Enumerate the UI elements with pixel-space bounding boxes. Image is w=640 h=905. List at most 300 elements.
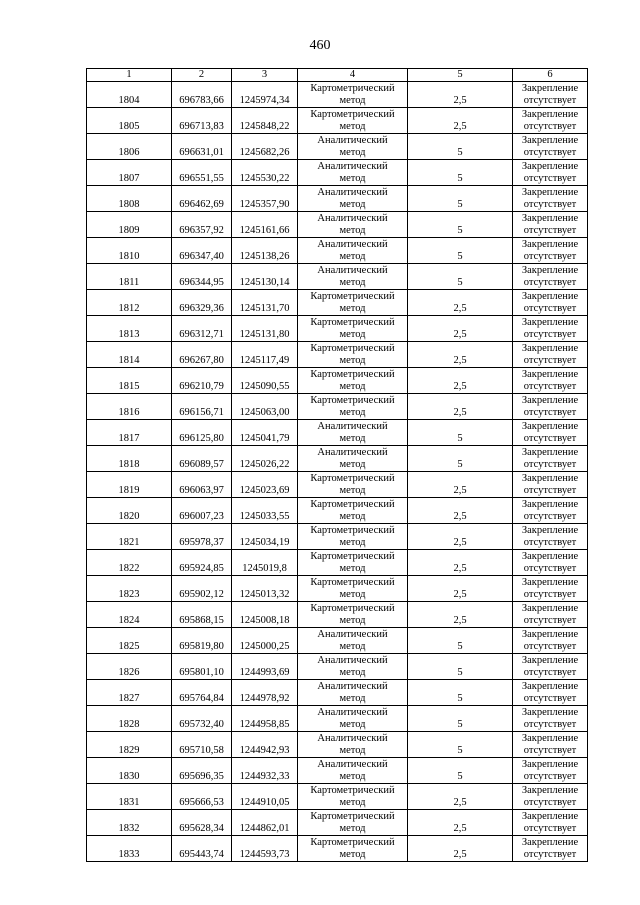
method-cell-line: метод bbox=[339, 718, 366, 730]
fixation-cell-line: отсутствует bbox=[523, 822, 577, 834]
method-cell-line: метод bbox=[339, 614, 366, 626]
x-coordinate-cell: 696063,97 bbox=[172, 472, 232, 498]
x-coordinate-cell: 696089,57 bbox=[172, 446, 232, 472]
fixation-cell bbox=[513, 628, 588, 654]
fixation-cell bbox=[513, 524, 588, 550]
fixation-cell bbox=[513, 82, 588, 108]
accuracy-cell: 5 bbox=[408, 732, 513, 758]
table-row bbox=[87, 654, 588, 680]
y-coordinate-cell: 1244593,73 bbox=[232, 836, 298, 862]
table-row bbox=[87, 576, 588, 602]
fixation-cell-line: отсутствует bbox=[523, 562, 577, 574]
method-cell-line: метод bbox=[339, 588, 366, 600]
fixation-cell-line: Закрепление bbox=[521, 629, 579, 640]
fixation-cell-line: отсутствует bbox=[523, 276, 577, 288]
method-cell bbox=[298, 576, 408, 602]
method-cell-line: метод bbox=[339, 536, 366, 548]
fixation-cell bbox=[513, 446, 588, 472]
x-coordinate-cell: 696125,80 bbox=[172, 420, 232, 446]
y-coordinate-cell: 1245041,79 bbox=[232, 420, 298, 446]
fixation-cell-line: Закрепление bbox=[521, 421, 579, 432]
table-row bbox=[87, 238, 588, 264]
fixation-cell bbox=[513, 420, 588, 446]
fixation-cell-line: Закрепление bbox=[521, 343, 579, 354]
y-coordinate-cell: 1245000,25 bbox=[232, 628, 298, 654]
fixation-cell-line: отсутствует bbox=[523, 484, 577, 496]
method-cell bbox=[298, 134, 408, 160]
fixation-cell-line: отсутствует bbox=[523, 848, 577, 860]
fixation-cell-line: Закрепление bbox=[521, 447, 579, 458]
fixation-cell-line: отсутствует bbox=[523, 718, 577, 730]
method-cell bbox=[298, 82, 408, 108]
fixation-cell bbox=[513, 680, 588, 706]
method-cell bbox=[298, 472, 408, 498]
table-row bbox=[87, 810, 588, 836]
method-cell-line: Картометрический bbox=[310, 395, 395, 406]
point-number-cell: 1814 bbox=[87, 342, 172, 368]
fixation-cell bbox=[513, 810, 588, 836]
method-cell bbox=[298, 758, 408, 784]
table-row bbox=[87, 498, 588, 524]
accuracy-cell: 5 bbox=[408, 238, 513, 264]
table-row bbox=[87, 290, 588, 316]
point-number-cell: 1812 bbox=[87, 290, 172, 316]
x-coordinate-cell: 696551,55 bbox=[172, 160, 232, 186]
method-cell-line: Картометрический bbox=[310, 109, 395, 120]
method-cell-line: метод bbox=[339, 510, 366, 522]
y-coordinate-cell: 1245131,80 bbox=[232, 316, 298, 342]
table-row bbox=[87, 524, 588, 550]
accuracy-cell: 2,5 bbox=[408, 368, 513, 394]
fixation-cell-line: отсутствует bbox=[523, 328, 577, 340]
method-cell-line: Аналитический bbox=[317, 759, 388, 770]
x-coordinate-cell: 695902,12 bbox=[172, 576, 232, 602]
fixation-cell-line: отсутствует bbox=[523, 796, 577, 808]
table-row bbox=[87, 394, 588, 420]
point-number-cell: 1824 bbox=[87, 602, 172, 628]
point-number-cell: 1829 bbox=[87, 732, 172, 758]
fixation-cell-line: отсутствует bbox=[523, 354, 577, 366]
y-coordinate-cell: 1245090,55 bbox=[232, 368, 298, 394]
fixation-cell-line: отсутствует bbox=[523, 302, 577, 314]
method-cell-line: Картометрический bbox=[310, 811, 395, 822]
fixation-cell bbox=[513, 472, 588, 498]
fixation-cell bbox=[513, 134, 588, 160]
fixation-cell-line: Закрепление bbox=[521, 525, 579, 536]
method-cell-line: Аналитический bbox=[317, 265, 388, 276]
fixation-cell-line: отсутствует bbox=[523, 614, 577, 626]
method-cell-line: метод bbox=[339, 796, 366, 808]
x-coordinate-cell: 695710,58 bbox=[172, 732, 232, 758]
method-cell-line: Аналитический bbox=[317, 655, 388, 666]
fixation-cell bbox=[513, 654, 588, 680]
point-number-cell: 1820 bbox=[87, 498, 172, 524]
fixation-cell-line: отсутствует bbox=[523, 172, 577, 184]
fixation-cell-line: отсутствует bbox=[523, 588, 577, 600]
method-cell bbox=[298, 108, 408, 134]
method-cell-line: Аналитический bbox=[317, 161, 388, 172]
accuracy-cell: 5 bbox=[408, 446, 513, 472]
fixation-cell-line: отсутствует bbox=[523, 250, 577, 262]
method-cell-line: метод bbox=[339, 172, 366, 184]
y-coordinate-cell: 1245026,22 bbox=[232, 446, 298, 472]
y-coordinate-cell: 1245138,26 bbox=[232, 238, 298, 264]
accuracy-cell: 5 bbox=[408, 758, 513, 784]
x-coordinate-cell: 696357,92 bbox=[172, 212, 232, 238]
method-cell-line: метод bbox=[339, 276, 366, 288]
column-header: 3 bbox=[232, 69, 298, 82]
fixation-cell-line: отсутствует bbox=[523, 120, 577, 132]
x-coordinate-cell: 696347,40 bbox=[172, 238, 232, 264]
method-cell bbox=[298, 186, 408, 212]
method-cell-line: Картометрический bbox=[310, 577, 395, 588]
x-coordinate-cell: 695696,35 bbox=[172, 758, 232, 784]
method-cell-line: метод bbox=[339, 328, 366, 340]
point-number-cell: 1822 bbox=[87, 550, 172, 576]
fixation-cell-line: отсутствует bbox=[523, 770, 577, 782]
method-cell bbox=[298, 836, 408, 862]
method-cell-line: Картометрический bbox=[310, 525, 395, 536]
fixation-cell-line: Закрепление bbox=[521, 395, 579, 406]
fixation-cell-line: Закрепление bbox=[521, 369, 579, 380]
fixation-cell bbox=[513, 394, 588, 420]
fixation-cell-line: отсутствует bbox=[523, 692, 577, 704]
method-cell bbox=[298, 446, 408, 472]
point-number-cell: 1815 bbox=[87, 368, 172, 394]
column-header: 2 bbox=[172, 69, 232, 82]
fixation-cell-line: отсутствует bbox=[523, 536, 577, 548]
method-cell-line: метод bbox=[339, 848, 366, 860]
table-row bbox=[87, 706, 588, 732]
method-cell-line: метод bbox=[339, 354, 366, 366]
point-number-cell: 1818 bbox=[87, 446, 172, 472]
point-number-cell: 1806 bbox=[87, 134, 172, 160]
point-number-cell: 1828 bbox=[87, 706, 172, 732]
table-row bbox=[87, 446, 588, 472]
fixation-cell bbox=[513, 498, 588, 524]
accuracy-cell: 2,5 bbox=[408, 316, 513, 342]
fixation-cell bbox=[513, 290, 588, 316]
method-cell bbox=[298, 550, 408, 576]
method-cell-line: Аналитический bbox=[317, 135, 388, 146]
accuracy-cell: 5 bbox=[408, 212, 513, 238]
y-coordinate-cell: 1244958,85 bbox=[232, 706, 298, 732]
method-cell-line: метод bbox=[339, 432, 366, 444]
x-coordinate-cell: 695819,80 bbox=[172, 628, 232, 654]
method-cell-line: метод bbox=[339, 250, 366, 262]
method-cell-line: Аналитический bbox=[317, 447, 388, 458]
method-cell-line: Картометрический bbox=[310, 499, 395, 510]
method-cell bbox=[298, 160, 408, 186]
point-number-cell: 1817 bbox=[87, 420, 172, 446]
method-cell-line: Аналитический bbox=[317, 239, 388, 250]
accuracy-cell: 2,5 bbox=[408, 602, 513, 628]
accuracy-cell: 2,5 bbox=[408, 550, 513, 576]
y-coordinate-cell: 1244910,05 bbox=[232, 784, 298, 810]
fixation-cell-line: Закрепление bbox=[521, 291, 579, 302]
method-cell-line: Картометрический bbox=[310, 473, 395, 484]
point-number-cell: 1819 bbox=[87, 472, 172, 498]
fixation-cell-line: Закрепление bbox=[521, 577, 579, 588]
fixation-cell-line: Закрепление bbox=[521, 785, 579, 796]
x-coordinate-cell: 696210,79 bbox=[172, 368, 232, 394]
y-coordinate-cell: 1245034,19 bbox=[232, 524, 298, 550]
fixation-cell-line: отсутствует bbox=[523, 380, 577, 392]
page-number: 460 bbox=[309, 38, 331, 53]
accuracy-cell: 5 bbox=[408, 706, 513, 732]
fixation-cell-line: отсутствует bbox=[523, 94, 577, 106]
table-row bbox=[87, 82, 588, 108]
method-cell-line: Аналитический bbox=[317, 707, 388, 718]
method-cell bbox=[298, 810, 408, 836]
fixation-cell-line: отсутствует bbox=[523, 640, 577, 652]
fixation-cell-line: отсутствует bbox=[523, 224, 577, 236]
fixation-cell-line: Закрепление bbox=[521, 759, 579, 770]
fixation-cell-line: Закрепление bbox=[521, 109, 579, 120]
method-cell bbox=[298, 264, 408, 290]
method-cell-line: Картометрический bbox=[310, 83, 395, 94]
table-row bbox=[87, 108, 588, 134]
point-number-cell: 1813 bbox=[87, 316, 172, 342]
table-row bbox=[87, 680, 588, 706]
y-coordinate-cell: 1245682,26 bbox=[232, 134, 298, 160]
accuracy-cell: 2,5 bbox=[408, 498, 513, 524]
x-coordinate-cell: 696713,83 bbox=[172, 108, 232, 134]
x-coordinate-cell: 695801,10 bbox=[172, 654, 232, 680]
y-coordinate-cell: 1245117,49 bbox=[232, 342, 298, 368]
point-number-cell: 1823 bbox=[87, 576, 172, 602]
table-row bbox=[87, 420, 588, 446]
accuracy-cell: 5 bbox=[408, 420, 513, 446]
fixation-cell-line: отсутствует bbox=[523, 744, 577, 756]
y-coordinate-cell: 1245161,66 bbox=[232, 212, 298, 238]
fixation-cell-line: Закрепление bbox=[521, 239, 579, 250]
accuracy-cell: 2,5 bbox=[408, 576, 513, 602]
column-header: 1 bbox=[87, 69, 172, 82]
y-coordinate-cell: 1244978,92 bbox=[232, 680, 298, 706]
fixation-cell-line: Закрепление bbox=[521, 213, 579, 224]
column-header: 5 bbox=[408, 69, 513, 82]
y-coordinate-cell: 1245013,32 bbox=[232, 576, 298, 602]
method-cell-line: метод bbox=[339, 94, 366, 106]
point-number-cell: 1816 bbox=[87, 394, 172, 420]
fixation-cell bbox=[513, 706, 588, 732]
method-cell-line: Картометрический bbox=[310, 291, 395, 302]
accuracy-cell: 2,5 bbox=[408, 290, 513, 316]
x-coordinate-cell: 695732,40 bbox=[172, 706, 232, 732]
point-number-cell: 1827 bbox=[87, 680, 172, 706]
method-cell bbox=[298, 368, 408, 394]
fixation-cell-line: Закрепление bbox=[521, 551, 579, 562]
point-number-cell: 1821 bbox=[87, 524, 172, 550]
method-cell bbox=[298, 628, 408, 654]
table-row bbox=[87, 342, 588, 368]
column-header: 6 bbox=[513, 69, 588, 82]
fixation-cell-line: Закрепление bbox=[521, 837, 579, 848]
method-cell bbox=[298, 680, 408, 706]
point-number-cell: 1809 bbox=[87, 212, 172, 238]
point-number-cell: 1833 bbox=[87, 836, 172, 862]
fixation-cell bbox=[513, 264, 588, 290]
fixation-cell-line: Закрепление bbox=[521, 681, 579, 692]
y-coordinate-cell: 1244942,93 bbox=[232, 732, 298, 758]
method-cell-line: Картометрический bbox=[310, 369, 395, 380]
method-cell bbox=[298, 316, 408, 342]
method-cell-line: метод bbox=[339, 744, 366, 756]
table-row bbox=[87, 602, 588, 628]
method-cell bbox=[298, 498, 408, 524]
fixation-cell bbox=[513, 836, 588, 862]
x-coordinate-cell: 696267,80 bbox=[172, 342, 232, 368]
coordinates-table bbox=[86, 68, 588, 862]
fixation-cell bbox=[513, 758, 588, 784]
method-cell-line: Аналитический bbox=[317, 629, 388, 640]
method-cell bbox=[298, 342, 408, 368]
table-row bbox=[87, 472, 588, 498]
accuracy-cell: 5 bbox=[408, 264, 513, 290]
method-cell-line: метод bbox=[339, 822, 366, 834]
point-number-cell: 1830 bbox=[87, 758, 172, 784]
method-cell bbox=[298, 212, 408, 238]
x-coordinate-cell: 696329,36 bbox=[172, 290, 232, 316]
accuracy-cell: 5 bbox=[408, 160, 513, 186]
x-coordinate-cell: 696312,71 bbox=[172, 316, 232, 342]
method-cell bbox=[298, 238, 408, 264]
accuracy-cell: 2,5 bbox=[408, 524, 513, 550]
table-row bbox=[87, 758, 588, 784]
y-coordinate-cell: 1245530,22 bbox=[232, 160, 298, 186]
fixation-cell-line: Закрепление bbox=[521, 473, 579, 484]
method-cell-line: метод bbox=[339, 146, 366, 158]
fixation-cell bbox=[513, 576, 588, 602]
fixation-cell bbox=[513, 342, 588, 368]
accuracy-cell: 2,5 bbox=[408, 810, 513, 836]
point-number-cell: 1811 bbox=[87, 264, 172, 290]
method-cell-line: метод bbox=[339, 770, 366, 782]
method-cell-line: метод bbox=[339, 692, 366, 704]
table-row bbox=[87, 264, 588, 290]
table-body bbox=[87, 82, 588, 862]
table-row bbox=[87, 836, 588, 862]
fixation-cell-line: Закрепление bbox=[521, 83, 579, 94]
fixation-cell-line: Закрепление bbox=[521, 317, 579, 328]
x-coordinate-cell: 695666,53 bbox=[172, 784, 232, 810]
y-coordinate-cell: 1245974,34 bbox=[232, 82, 298, 108]
fixation-cell-line: Закрепление bbox=[521, 265, 579, 276]
fixation-cell-line: Закрепление bbox=[521, 499, 579, 510]
method-cell-line: метод bbox=[339, 458, 366, 470]
y-coordinate-cell: 1244993,69 bbox=[232, 654, 298, 680]
y-coordinate-cell: 1245008,18 bbox=[232, 602, 298, 628]
table-row bbox=[87, 160, 588, 186]
x-coordinate-cell: 696156,71 bbox=[172, 394, 232, 420]
y-coordinate-cell: 1244862,01 bbox=[232, 810, 298, 836]
accuracy-cell: 2,5 bbox=[408, 836, 513, 862]
fixation-cell bbox=[513, 316, 588, 342]
y-coordinate-cell: 1244932,33 bbox=[232, 758, 298, 784]
fixation-cell-line: Закрепление bbox=[521, 135, 579, 146]
y-coordinate-cell: 1245130,14 bbox=[232, 264, 298, 290]
point-number-cell: 1807 bbox=[87, 160, 172, 186]
fixation-cell-line: Закрепление bbox=[521, 187, 579, 198]
method-cell-line: Аналитический bbox=[317, 187, 388, 198]
fixation-cell-line: Закрепление bbox=[521, 603, 579, 614]
accuracy-cell: 2,5 bbox=[408, 108, 513, 134]
point-number-cell: 1808 bbox=[87, 186, 172, 212]
method-cell-line: Аналитический bbox=[317, 213, 388, 224]
x-coordinate-cell: 695443,74 bbox=[172, 836, 232, 862]
method-cell-line: метод bbox=[339, 666, 366, 678]
method-cell-line: метод bbox=[339, 380, 366, 392]
point-number-cell: 1832 bbox=[87, 810, 172, 836]
x-coordinate-cell: 696344,95 bbox=[172, 264, 232, 290]
table-row bbox=[87, 212, 588, 238]
method-cell-line: метод bbox=[339, 484, 366, 496]
method-cell-line: Аналитический bbox=[317, 733, 388, 744]
x-coordinate-cell: 696631,01 bbox=[172, 134, 232, 160]
y-coordinate-cell: 1245023,69 bbox=[232, 472, 298, 498]
fixation-cell bbox=[513, 238, 588, 264]
accuracy-cell: 5 bbox=[408, 186, 513, 212]
fixation-cell-line: отсутствует bbox=[523, 510, 577, 522]
accuracy-cell: 2,5 bbox=[408, 82, 513, 108]
method-cell-line: Картометрический bbox=[310, 785, 395, 796]
point-number-cell: 1825 bbox=[87, 628, 172, 654]
accuracy-cell: 5 bbox=[408, 680, 513, 706]
fixation-cell-line: отсутствует bbox=[523, 198, 577, 210]
point-number-cell: 1805 bbox=[87, 108, 172, 134]
fixation-cell bbox=[513, 550, 588, 576]
accuracy-cell: 2,5 bbox=[408, 342, 513, 368]
point-number-cell: 1804 bbox=[87, 82, 172, 108]
method-cell bbox=[298, 732, 408, 758]
method-cell-line: Картометрический bbox=[310, 603, 395, 614]
method-cell bbox=[298, 706, 408, 732]
table-row bbox=[87, 134, 588, 160]
x-coordinate-cell: 696007,23 bbox=[172, 498, 232, 524]
table-row bbox=[87, 368, 588, 394]
accuracy-cell: 5 bbox=[408, 628, 513, 654]
method-cell-line: метод bbox=[339, 198, 366, 210]
method-cell bbox=[298, 524, 408, 550]
method-cell-line: Аналитический bbox=[317, 681, 388, 692]
method-cell-line: Картометрический bbox=[310, 317, 395, 328]
fixation-cell-line: Закрепление bbox=[521, 161, 579, 172]
method-cell-line: Картометрический bbox=[310, 837, 395, 848]
fixation-cell-line: Закрепление bbox=[521, 655, 579, 666]
table-row bbox=[87, 550, 588, 576]
column-header: 4 bbox=[298, 69, 408, 82]
y-coordinate-cell: 1245019,8 bbox=[232, 550, 298, 576]
point-number-cell: 1810 bbox=[87, 238, 172, 264]
fixation-cell bbox=[513, 784, 588, 810]
table-row bbox=[87, 316, 588, 342]
method-cell-line: метод bbox=[339, 640, 366, 652]
method-cell bbox=[298, 394, 408, 420]
method-cell-line: метод bbox=[339, 406, 366, 418]
method-cell bbox=[298, 784, 408, 810]
method-cell bbox=[298, 420, 408, 446]
fixation-cell bbox=[513, 160, 588, 186]
fixation-cell-line: Закрепление bbox=[521, 811, 579, 822]
fixation-cell-line: отсутствует bbox=[523, 666, 577, 678]
x-coordinate-cell: 695764,84 bbox=[172, 680, 232, 706]
fixation-cell-line: отсутствует bbox=[523, 406, 577, 418]
fixation-cell-line: Закрепление bbox=[521, 707, 579, 718]
table-row bbox=[87, 186, 588, 212]
method-cell-line: Картометрический bbox=[310, 551, 395, 562]
fixation-cell bbox=[513, 368, 588, 394]
